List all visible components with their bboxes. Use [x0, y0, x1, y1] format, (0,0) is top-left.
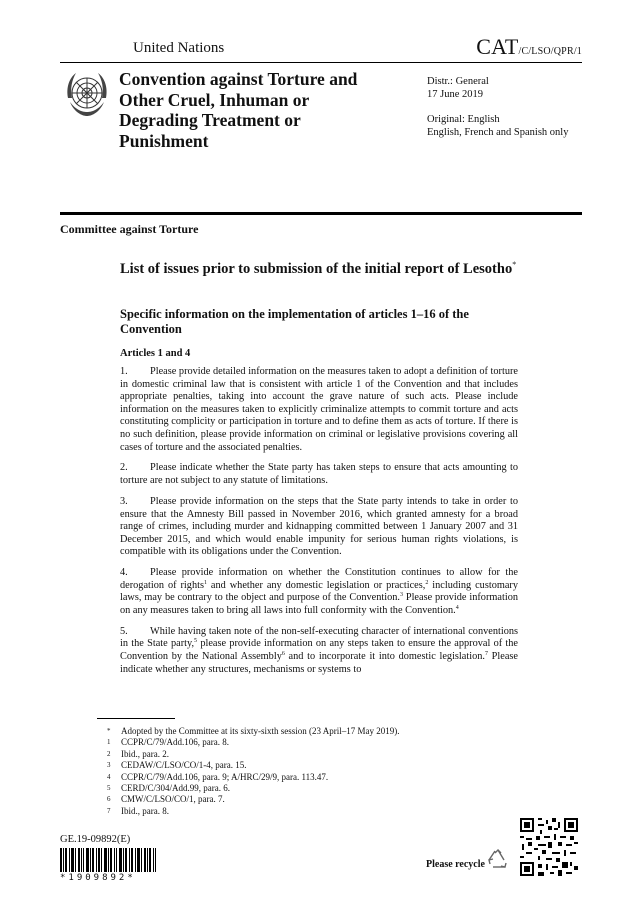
- footnote-text: Ibid., para. 2.: [121, 748, 169, 759]
- footnotes: [97, 726, 399, 817]
- paragraph-text: please provide information on any steps taken to ensure the approval of the Convention by the National Assembly: [120, 638, 518, 663]
- paragraph-text: While having taken note of the non-self-executing character of international conventions in the State party,: [120, 625, 518, 650]
- convention-title: Convention against Torture and Other Cruel, Inhuman or Degrading Treatment or Punishment: [119, 69, 358, 151]
- paragraph: [120, 496, 518, 559]
- distr-label: Distr.: General: [427, 76, 489, 87]
- title-rule: [60, 212, 582, 215]
- footnote-mark: 3: [107, 761, 111, 770]
- footnote-mark: 2: [107, 749, 111, 758]
- paragraph-text: Please indicate whether any structures, mechanisms or systems to: [120, 651, 518, 675]
- footnote-mark: 5: [107, 784, 111, 793]
- document-subheading: Specific information on the implementation of articles 1–16 of the Convention: [120, 307, 469, 336]
- footnote: [97, 772, 399, 783]
- footnote-ref: 6: [281, 651, 285, 658]
- barcode-number: *1909892*: [60, 873, 136, 883]
- footnote-mark: 4: [107, 772, 111, 781]
- footnote-text: CEDAW/C/LSO/CO/1-4, para. 15.: [121, 760, 247, 771]
- footnote-mark: 6: [107, 795, 111, 804]
- footnote-text: CMW/C/LSO/CO/1, para. 7.: [121, 794, 225, 805]
- paragraph-text: including customary laws, may be contrary to the object and purpose of the Convention.: [120, 579, 518, 604]
- recycle-label: Please recycle: [426, 859, 485, 870]
- symbol-suffix: /C/LSO/QPR/1: [518, 46, 582, 57]
- paragraph-text: and whether any domestic legislation or practices,: [206, 579, 426, 591]
- footnote-ref: 2: [425, 579, 429, 586]
- un-emblem-icon: [60, 68, 114, 122]
- paragraph-number: 2.: [120, 462, 128, 474]
- paragraph-text: Please indicate whether the State party has taken steps to ensure that acts amounting to torture are not subject to any statute of limitations.: [120, 462, 518, 487]
- document-symbol: [476, 34, 582, 60]
- footnote-ref: 3: [399, 592, 403, 599]
- footnote-rule: [97, 718, 175, 719]
- footnote-text: CCPR/C/79/Add.106, para. 8.: [121, 737, 230, 748]
- footnote: [97, 794, 399, 805]
- footnote-text: Adopted by the Committee at its sixty-sixth session (23 April–17 May 2019).: [121, 726, 400, 736]
- footnote-text: CERD/C/304/Add.99, para. 6.: [121, 783, 230, 794]
- qr-code-icon: [520, 818, 578, 876]
- header-rule: [60, 62, 582, 63]
- original-language: Original: English: [427, 114, 500, 125]
- paragraph-text: Please provide detailed information on the measures taken to adopt a definition of torture in domestic criminal law that is consistent with article 1 of the Convention and that includes appropriate penalties, taking into account the grave nature of such acts. Please include information on the measures taken to explicitly criminalize attempts to commit torture and acts constituting complicity or participation in torture and to define them as acts of torture. If there is no such definition, please provide information on criminal or legislative provisions covering all cases of torture and the associated penalties.: [120, 366, 518, 453]
- paragraph: [120, 366, 518, 454]
- footnote-ref: 4: [455, 604, 459, 611]
- symbol-main: CAT: [476, 34, 519, 59]
- footnote: [97, 749, 399, 760]
- footnote: [97, 806, 399, 817]
- committee-name: Committee against Torture: [60, 222, 199, 236]
- footnote-ref: 1: [203, 579, 207, 586]
- issue-date: 17 June 2019: [427, 89, 483, 100]
- document-body: [120, 366, 518, 685]
- paragraph-text: Please provide information on any measures taken to bring all laws into full conformity with the Convention.: [120, 592, 518, 616]
- footnote-text: Ibid., para. 8.: [121, 805, 169, 816]
- footnote-mark: *: [107, 727, 111, 735]
- footnote: [97, 737, 399, 748]
- paragraph-number: 4.: [120, 567, 128, 579]
- footnote-ref: 7: [484, 651, 488, 658]
- footnote-ref: 5: [194, 638, 198, 645]
- language-info: [427, 113, 568, 139]
- footnote-mark: 7: [107, 806, 111, 815]
- footnote: [97, 783, 399, 794]
- paragraph: [120, 626, 518, 676]
- heading-text: List of issues prior to submission of the initial report of Lesotho: [120, 260, 513, 277]
- footnote-text: CCPR/C/79/Add.106, para. 9; A/HRC/29/9, para. 113.47.: [121, 771, 329, 782]
- paragraph-number: 5.: [120, 625, 128, 637]
- distribution-info: [427, 75, 489, 101]
- job-number: GE.19-09892(E): [60, 834, 131, 845]
- paragraph: [120, 567, 518, 617]
- section-heading: Articles 1 and 4: [120, 348, 191, 359]
- paragraph-number: 3.: [120, 495, 128, 507]
- footnote: [97, 726, 399, 737]
- paragraph: [120, 462, 518, 487]
- paragraph-text: Please provide information on whether the Constitution continues to allow for the derogation of rights: [120, 567, 518, 591]
- document-heading: [120, 256, 520, 278]
- barcode-icon: [60, 848, 156, 872]
- paragraph-number: 1.: [120, 366, 128, 377]
- heading-footnote-mark: *: [512, 260, 517, 269]
- footnote-mark: 1: [107, 738, 111, 747]
- recycle-icon: [486, 848, 510, 872]
- languages-available: English, French and Spanish only: [427, 127, 569, 138]
- organization-name: United Nations: [133, 40, 225, 56]
- footnote: [97, 760, 399, 771]
- paragraph-text: Please provide information on the steps that the State party intends to take in order to ensure that the Amnesty Bill passed in November 2016, which granted amnesty for a broad range of crimes, including murder and kidnapping committed between 1 January 2007 and 31 December 2015, and which would enable impunity for serious human rights violations, is compatible with its obligations under the Convention.: [120, 495, 518, 558]
- paragraph-text: and to incorporate it into domestic legislation.: [284, 651, 485, 663]
